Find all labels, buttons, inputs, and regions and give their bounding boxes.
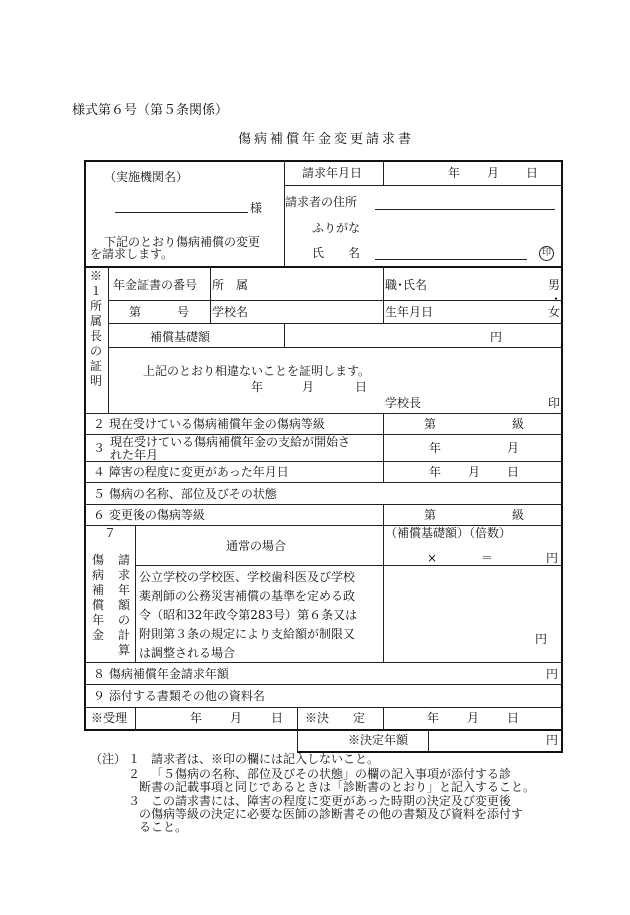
times-sign: ×: [427, 551, 438, 565]
birth-date-label: 生年月日: [385, 305, 434, 319]
decision-label: ※決 定: [305, 711, 366, 725]
item8-label: ８ 傷病補償年金請求年額: [93, 667, 229, 681]
note2-line1: 「５傷病の名称、部位及びその状態」の欄の記入事項が添付する診: [151, 767, 512, 781]
receipt-year: 年: [190, 711, 203, 725]
item2-grade-suffix: 級: [512, 417, 525, 431]
special-line3: 令（昭和32年政令第283号）第６条又は: [139, 608, 358, 622]
base-amount-label: 補償基礎額: [150, 330, 211, 344]
name-field[interactable]: [375, 259, 527, 260]
note3-line3: ること。: [139, 820, 188, 834]
decided-amount-yen: 円: [546, 733, 559, 747]
separator-dot: ・: [550, 292, 563, 306]
decision-month: 月: [467, 711, 480, 725]
certify-text: 上記のとおり相違ないことを証明します。: [143, 364, 371, 378]
special-line1: 公立学校の学校医、学校歯科医及び学校: [139, 570, 356, 584]
form-title: 傷病補償年金変更請求書: [238, 132, 415, 147]
request-month[interactable]: 月: [487, 166, 500, 180]
cert-year: 年: [251, 380, 264, 394]
item4-month: 月: [468, 465, 481, 479]
request-year[interactable]: 年: [448, 166, 461, 180]
note1-text: 請求者は、※印の欄には記入しないこと。: [151, 752, 380, 766]
item5-label: ５ 傷病の名称、部位及びその状態: [93, 487, 277, 501]
calc-col1-vertical: 傷病補償年金: [91, 553, 104, 642]
note3-num: ３: [128, 794, 141, 808]
item3-num: ３: [93, 441, 106, 455]
item6-grade-prefix: 第: [424, 508, 437, 522]
note3-line2: の傷病等級の決定に必要な医師の診断書その他の書類及び資料を添付す: [139, 807, 524, 821]
female-option[interactable]: 女: [548, 305, 561, 319]
male-option[interactable]: 男: [548, 278, 561, 292]
seal-mark: 印: [539, 246, 554, 261]
affiliation-label: 所 属: [212, 278, 249, 292]
item3-month: 月: [507, 441, 520, 455]
receipt-label: ※受理: [91, 711, 128, 725]
item2-label: ２ 現在受けている傷病補償年金の傷病等級: [93, 417, 325, 431]
calc-num: ７: [104, 526, 117, 540]
item3-label-line2: れた年月: [110, 448, 159, 462]
cert-vertical-label: ※１所属長の証明: [89, 269, 102, 388]
intro-line1: 下記のとおり傷病補償の変更: [104, 235, 261, 249]
agency-label: （実施機関名）: [104, 170, 189, 184]
item9-label: ９ 添付する書類その他の資料名: [93, 689, 265, 703]
note2-num: ２: [128, 767, 141, 781]
note3-line1: この請求書には、障害の程度に変更があった時期の決定及び変更後: [151, 794, 511, 808]
school-label: 学校名: [212, 305, 249, 319]
item8-yen: 円: [546, 667, 559, 681]
calc-col2-vertical: 請求年額の計算: [117, 553, 130, 657]
address-label: 請求者の住所: [285, 195, 358, 209]
special-line5: は調整される場合: [139, 646, 236, 660]
item6-grade-suffix: 級: [512, 508, 525, 522]
note1-num: １: [128, 752, 141, 766]
item4-year: 年: [429, 465, 442, 479]
normal-case-label: 通常の場合: [226, 539, 287, 553]
form-number: 様式第６号（第５条関係）: [72, 103, 229, 118]
intro-line2: を請求します。: [90, 247, 174, 261]
item4-day: 日: [507, 465, 520, 479]
request-day[interactable]: 日: [526, 166, 539, 180]
sama-label: 様: [250, 201, 263, 215]
pension-number-label[interactable]: 第 号: [129, 305, 190, 319]
principal-label: 学校長: [385, 396, 422, 410]
equals-sign: ＝: [481, 551, 494, 565]
formula-header: （補償基礎額）（倍数）: [385, 526, 512, 540]
decision-day: 日: [507, 711, 520, 725]
item4-label: ４ 障害の程度に変更があった年月日: [93, 465, 289, 479]
furigana-label: ふりがな: [312, 221, 361, 235]
notes-prefix: （注）: [90, 752, 127, 766]
position-name-label: 職･氏名: [385, 278, 428, 292]
item6-label: ６ 変更後の傷病等級: [93, 508, 205, 522]
note2-line2: 断書の記載事項と同じであるときは「診断書のとおり」と記入すること。: [139, 780, 536, 794]
receipt-day: 日: [271, 711, 284, 725]
cert-day: 日: [355, 380, 368, 394]
decided-amount-label: ※決定年額: [348, 733, 409, 747]
address-field[interactable]: [375, 209, 555, 210]
receipt-month: 月: [230, 711, 243, 725]
agency-name-field[interactable]: [115, 212, 248, 213]
normal-case-yen: 円: [546, 551, 559, 565]
item3-year: 年: [429, 441, 442, 455]
special-line2: 薬剤師の公務災害補償の基準を定める政: [139, 589, 356, 603]
base-amount-yen: 円: [490, 330, 503, 344]
cert-month: 月: [302, 380, 315, 394]
item2-grade-prefix: 第: [424, 417, 437, 431]
special-case-yen: 円: [535, 632, 548, 646]
decision-year: 年: [427, 711, 440, 725]
special-line4: 附則第３条の規定により支給額が制限又: [139, 627, 356, 641]
item3-label-line1: 現在受けている傷病補償年金の支給が開始さ: [110, 435, 351, 449]
pension-cert-label: 年金証書の番号: [113, 278, 198, 292]
request-date-label: 請求年月日: [302, 166, 363, 180]
name-label: 氏 名: [312, 246, 361, 260]
principal-seal: 印: [548, 396, 561, 410]
